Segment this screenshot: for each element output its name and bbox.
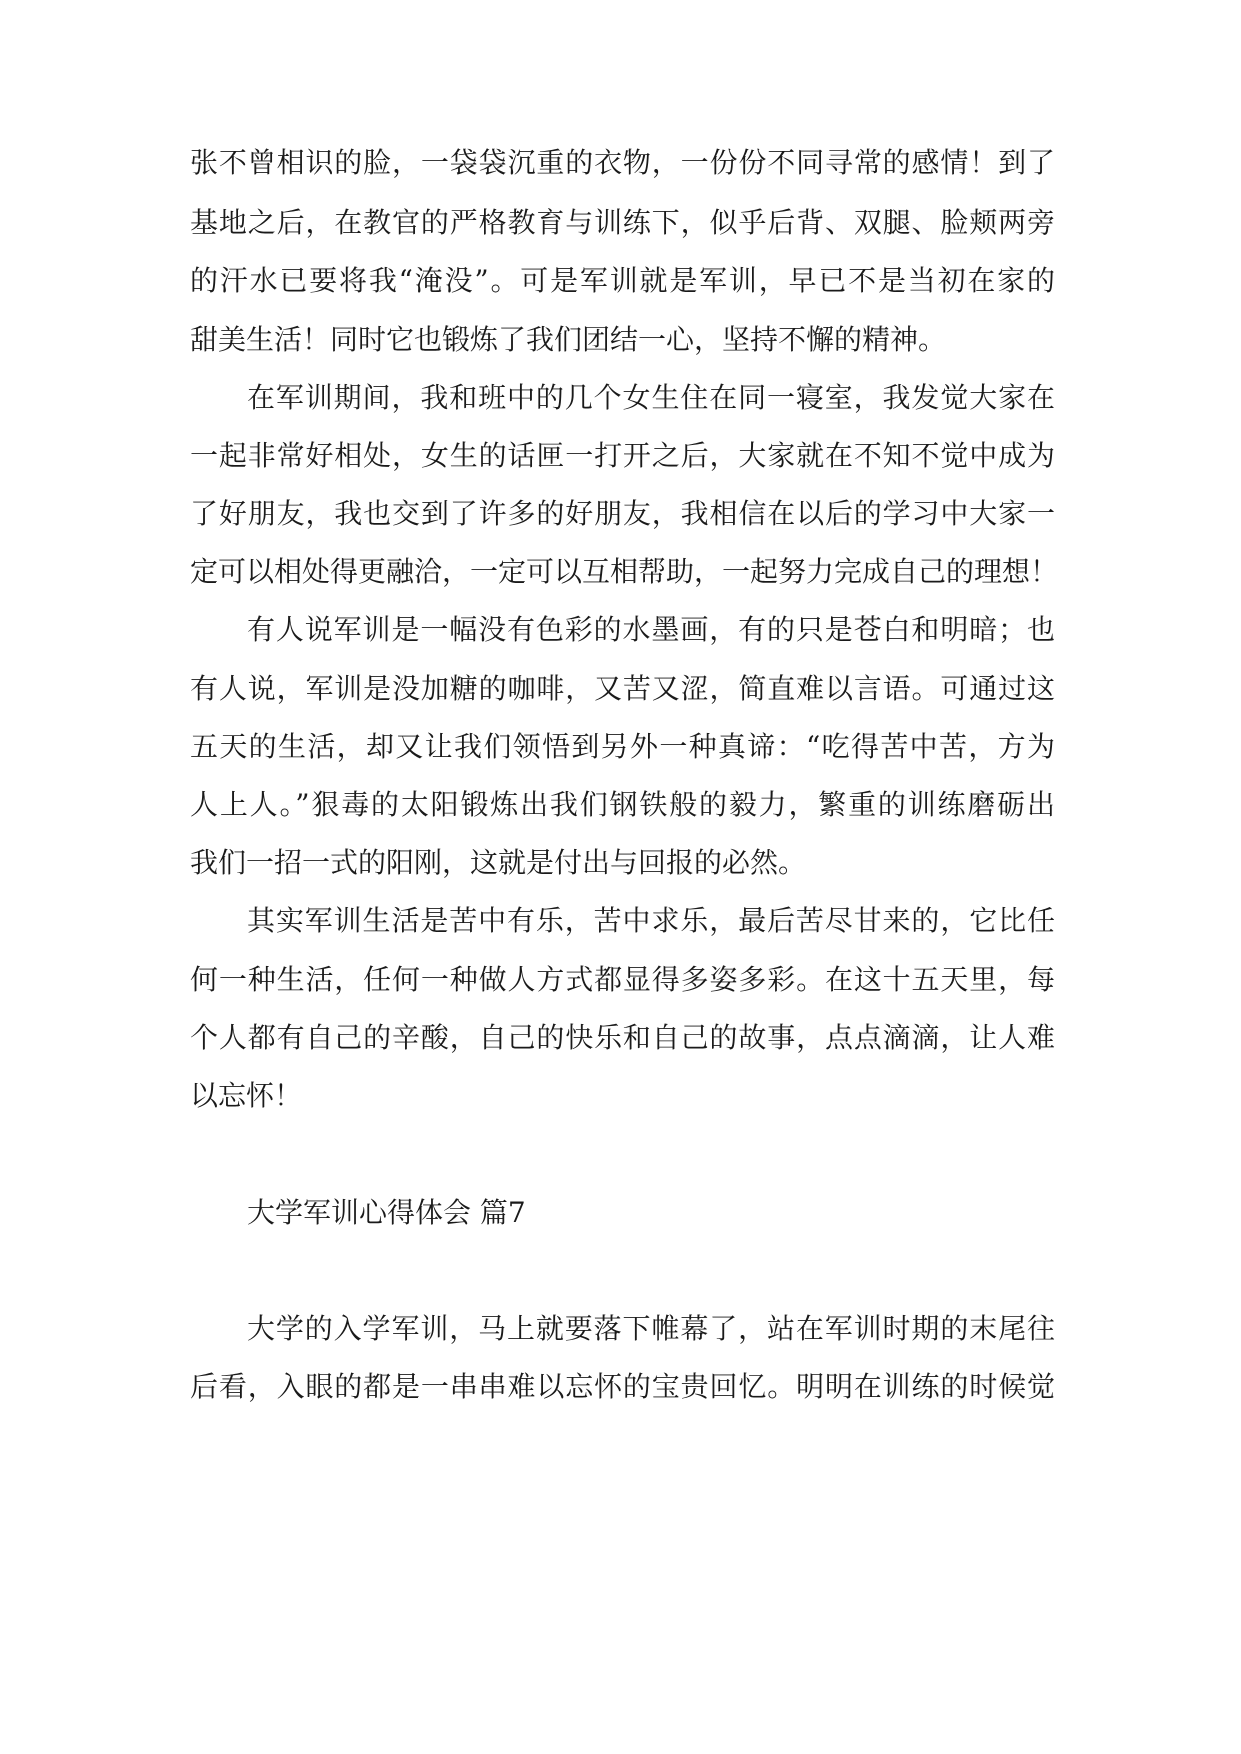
paragraph-line: 个人都有自己的辛酸，自己的快乐和自己的故事，点点滴滴，让人难 [190, 1021, 1055, 1054]
paragraph-line: 有人说，军训是没加糖的咖啡，又苦又涩，简直难以言语。可通过这 [190, 672, 1055, 705]
section-heading: 大学军训心得体会 篇7 [247, 1196, 526, 1229]
paragraph-line: 张不曾相识的脸，一袋袋沉重的衣物，一份份不同寻常的感情！到了 [190, 146, 1055, 179]
paragraph-line: 一起非常好相处，女生的话匣一打开之后，大家就在不知不觉中成为 [190, 439, 1055, 472]
paragraph-line: 我们一招一式的阳刚，这就是付出与回报的必然。 [190, 846, 807, 879]
paragraph-line: 后看，入眼的都是一串串难以忘怀的宝贵回忆。明明在训练的时候觉 [190, 1370, 1055, 1403]
paragraph-line: 定可以相处得更融洽，一定可以互相帮助，一起努力完成自己的理想！ [190, 555, 1059, 588]
paragraph-line: 人上人。”狠毒的太阳锻炼出我们钢铁般的毅力，繁重的训练磨砺出 [190, 788, 1055, 821]
paragraph-line: 基地之后，在教官的严格教育与训练下，似乎后背、双腿、脸颊两旁 [190, 206, 1055, 239]
paragraph-line: 何一种生活，任何一种做人方式都显得多姿多彩。在这十五天里，每 [190, 963, 1055, 996]
paragraph-line: 以忘怀！ [190, 1079, 303, 1112]
paragraph-line: 在军训期间，我和班中的几个女生住在同一寝室，我发觉大家在 [247, 381, 1055, 414]
paragraph-line: 五天的生活，却又让我们领悟到另外一种真谛：“吃得苦中苦，方为 [190, 730, 1055, 763]
paragraph-line: 其实军训生活是苦中有乐，苦中求乐，最后苦尽甘来的，它比任 [247, 904, 1055, 937]
paragraph-line: 大学的入学军训，马上就要落下帷幕了，站在军训时期的末尾往 [247, 1312, 1055, 1345]
paragraph-line: 甜美生活！同时它也锻炼了我们团结一心，坚持不懈的精神。 [190, 323, 947, 356]
paragraph-line: 的汗水已要将我“淹没”。可是军训就是军训，早已不是当初在家的 [190, 264, 1055, 297]
paragraph-line: 了好朋友，我也交到了许多的好朋友，我相信在以后的学习中大家一 [190, 497, 1055, 530]
paragraph-line: 有人说军训是一幅没有色彩的水墨画，有的只是苍白和明暗；也 [247, 613, 1055, 646]
